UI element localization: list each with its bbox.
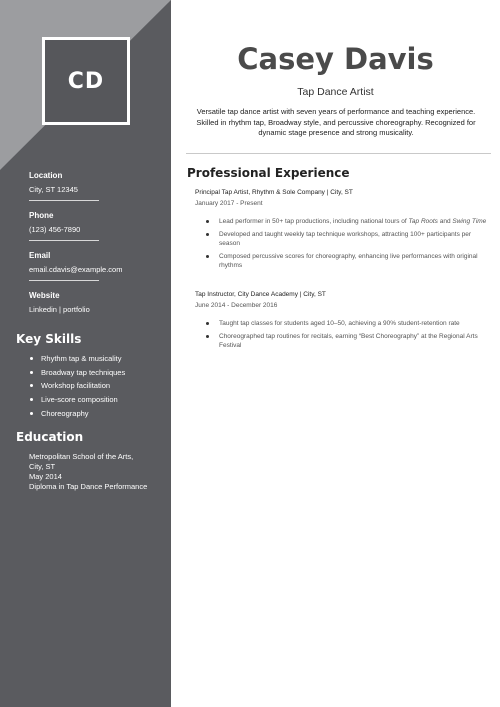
contact-value[interactable]: Linkedin | portfolio (29, 305, 90, 314)
divider (186, 153, 491, 154)
divider (29, 240, 99, 241)
list-item: Choreographed tap routines for recitals, earning “Best Choreography” at the Regional Arts Festival (195, 332, 491, 351)
contact-website (29, 291, 159, 314)
job-entry (195, 189, 491, 274)
contact-value[interactable]: email.cdavis@example.com (29, 265, 123, 274)
list-item: Choreography (29, 407, 125, 421)
contact-label: Phone (29, 211, 54, 220)
job-entry (195, 291, 491, 354)
divider (29, 280, 99, 281)
list-item: Taught tap classes for students aged 10–50, achieving a 90% student-retention rate (195, 319, 491, 329)
education-date: May 2014 (29, 472, 62, 481)
list-item: Workshop facilitation (29, 379, 125, 393)
education-school: Metropolitan School of the Arts, (29, 452, 134, 461)
experience-heading: Professional Experience (187, 166, 350, 180)
divider (29, 200, 99, 201)
list-item: Composed percussive scores for choreography, enhancing live performances with original rhythms (195, 252, 491, 271)
list-item: Live-score composition (29, 393, 125, 407)
sidebar (0, 0, 171, 707)
contact-email (29, 251, 159, 281)
job-dates: January 2017 - Present (195, 200, 263, 207)
contact-location (29, 171, 159, 201)
list-item: Rhythm tap & musicality (29, 352, 125, 366)
summary: Versatile tap dance artist with seven years of performance and teaching experience. Skilled in rhythm tap, Broadway style, and percussive choreography. Recognized for dynamic stage presence and strong musicality. (196, 107, 476, 137)
contact-phone (29, 211, 159, 241)
monogram-text: CD (67, 68, 105, 94)
contact-label: Location (29, 171, 63, 180)
list-item: Lead performer in 50+ tap productions, including national tours of Tap Roots and Swing Time (195, 217, 491, 227)
candidate-name: Casey Davis (237, 42, 434, 76)
contact-section (29, 171, 159, 324)
monogram-badge (42, 37, 130, 125)
job-bullets (195, 319, 491, 351)
contact-value: City, ST 12345 (29, 185, 78, 194)
job-title: Tap Dance Artist (297, 86, 374, 98)
list-item: Developed and taught weekly tap technique workshops, attracting 100+ participants per season (195, 230, 491, 249)
education-section (29, 452, 164, 492)
education-location: City, ST (29, 462, 56, 471)
skills-list (29, 352, 125, 420)
job-dates: June 2014 - December 2016 (195, 302, 278, 309)
skills-heading: Key Skills (16, 332, 82, 346)
list-item: Broadway tap techniques (29, 366, 125, 380)
education-degree: Diploma in Tap Dance Performance (29, 482, 148, 491)
education-heading: Education (16, 430, 84, 444)
contact-label: Email (29, 251, 51, 260)
job-bullets (195, 217, 491, 271)
job-position: Tap Instructor, City Dance Academy | City, ST (195, 291, 326, 298)
contact-value: (123) 456-7890 (29, 225, 81, 234)
job-position: Principal Tap Artist, Rhythm & Sole Company | City, ST (195, 189, 353, 196)
contact-label: Website (29, 291, 60, 300)
